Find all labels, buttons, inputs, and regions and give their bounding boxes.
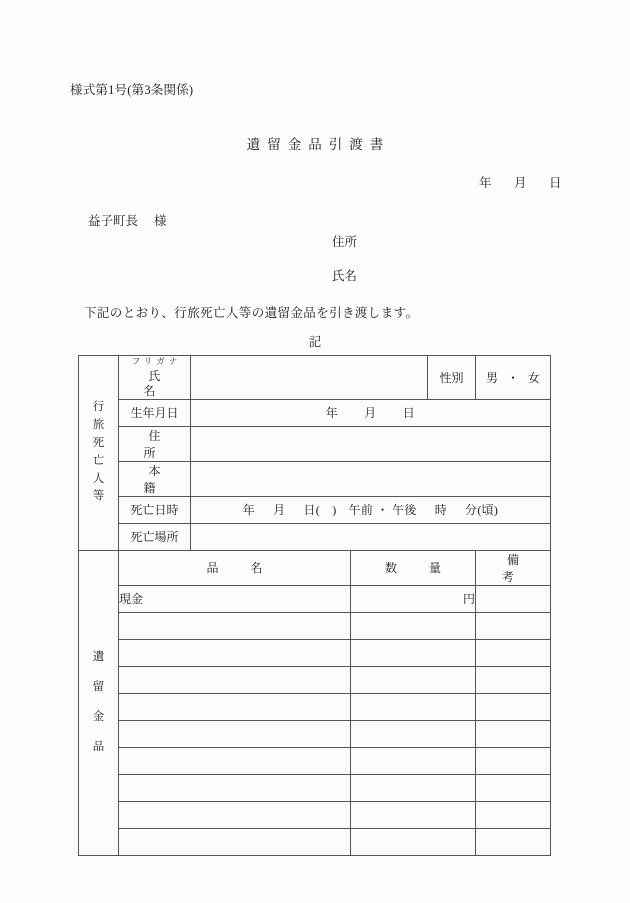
table-row xyxy=(79,720,551,747)
item-note-cell[interactable] xyxy=(476,666,551,693)
item-quantity-cell[interactable] xyxy=(351,774,476,801)
item-name-cell[interactable] xyxy=(119,720,351,747)
table-row xyxy=(79,523,551,550)
date-month-label: 月 xyxy=(513,176,527,190)
birth-value-field[interactable] xyxy=(191,399,551,426)
date-year-label: 年 xyxy=(478,176,492,190)
item-name-cell[interactable] xyxy=(119,828,351,855)
item-name-cell[interactable] xyxy=(119,612,351,639)
item-quantity-cell[interactable] xyxy=(351,828,476,855)
item-name-cell[interactable] xyxy=(119,666,351,693)
item-note-cell[interactable] xyxy=(476,585,551,612)
table-row xyxy=(79,747,551,774)
table-row xyxy=(79,612,551,639)
registry-label: 本 籍 xyxy=(119,461,191,496)
death-hour-label: 時 xyxy=(434,503,448,518)
address-label: 住 所 xyxy=(119,426,191,461)
death-minute-label: 分(頃) xyxy=(465,503,499,518)
item-quantity-cell[interactable]: 円 xyxy=(351,585,476,612)
table-row xyxy=(79,639,551,666)
addressee xyxy=(88,211,167,229)
form-number: 様式第1号(第3条関係) xyxy=(70,83,194,97)
table-row xyxy=(79,426,551,461)
death-place-label: 死亡場所 xyxy=(119,523,191,550)
name-label: 氏 名 xyxy=(143,368,193,398)
item-note-cell[interactable] xyxy=(476,693,551,720)
item-note-cell[interactable] xyxy=(476,747,551,774)
death-day-label: 日( ) xyxy=(303,503,337,518)
addressee-name: 益子町長 xyxy=(88,214,139,228)
column-header-note: 備 考 xyxy=(476,550,551,585)
item-name-cell[interactable]: 現金 xyxy=(119,585,351,612)
death-month-label: 月 xyxy=(273,503,286,518)
table-row xyxy=(79,496,551,523)
item-quantity-cell[interactable] xyxy=(351,720,476,747)
belongings-side-label-text: 遺留金品 xyxy=(92,650,105,753)
address-value-field[interactable] xyxy=(191,426,551,461)
death-datetime-label: 死亡日時 xyxy=(119,496,191,523)
signature-name-label: 氏名 xyxy=(332,269,358,283)
item-note-cell[interactable] xyxy=(476,774,551,801)
belongings-side-label xyxy=(79,550,119,855)
table-row xyxy=(79,585,551,612)
birth-year-label: 年 xyxy=(325,406,339,421)
item-quantity-cell[interactable] xyxy=(351,747,476,774)
item-quantity-cell[interactable] xyxy=(351,801,476,828)
body-text: 下記のとおり、行旅死亡人等の遺留金品を引き渡します。 xyxy=(84,306,419,320)
addressee-honorific: 様 xyxy=(154,214,167,228)
death-datetime-value-field[interactable] xyxy=(191,496,551,523)
item-quantity-cell[interactable] xyxy=(351,612,476,639)
table-row xyxy=(79,356,551,400)
sex-label: 性別 xyxy=(428,356,476,400)
death-year-label: 年 xyxy=(242,503,256,518)
signature-address-label: 住所 xyxy=(332,235,358,249)
table-row xyxy=(79,399,551,426)
item-note-cell[interactable] xyxy=(476,828,551,855)
death-ampm-label: 午前 ・ 午後 xyxy=(348,503,417,518)
form-grid xyxy=(78,355,551,856)
table-row xyxy=(79,693,551,720)
item-note-cell[interactable] xyxy=(476,801,551,828)
page-title: 遺留金品引渡書 xyxy=(246,137,391,152)
item-note-cell[interactable] xyxy=(476,720,551,747)
item-name-cell[interactable] xyxy=(119,774,351,801)
sex-options[interactable]: 男 ・ 女 xyxy=(476,356,551,400)
name-label-cell xyxy=(119,356,191,400)
item-quantity-cell[interactable] xyxy=(351,666,476,693)
table-row xyxy=(79,801,551,828)
table-row xyxy=(79,774,551,801)
item-note-cell[interactable] xyxy=(476,639,551,666)
column-header-quantity: 数 量 xyxy=(351,550,476,585)
item-quantity-cell[interactable] xyxy=(351,639,476,666)
ki-mark: 記 xyxy=(308,335,322,349)
name-value-field[interactable] xyxy=(191,356,428,400)
item-name-cell[interactable] xyxy=(119,639,351,666)
item-name-cell[interactable] xyxy=(119,747,351,774)
item-name-cell[interactable] xyxy=(119,693,351,720)
deceased-side-label xyxy=(79,356,119,551)
birth-day-label: 日 xyxy=(402,406,416,421)
birth-month-label: 月 xyxy=(364,406,377,421)
birth-label: 生年月日 xyxy=(119,399,191,426)
table-row xyxy=(79,828,551,855)
deceased-side-label-text: 行旅死亡人等 xyxy=(92,401,105,503)
item-note-cell[interactable] xyxy=(476,612,551,639)
death-place-value-field[interactable] xyxy=(191,523,551,550)
furigana-label: フリガナ xyxy=(131,356,182,366)
table-row xyxy=(79,666,551,693)
column-header-item: 品 名 xyxy=(119,550,351,585)
table-row xyxy=(79,550,551,585)
date-line xyxy=(479,173,562,191)
table-row xyxy=(79,461,551,496)
date-day-label: 日 xyxy=(548,176,562,190)
item-name-cell[interactable] xyxy=(119,801,351,828)
item-quantity-cell[interactable] xyxy=(351,693,476,720)
registry-value-field[interactable] xyxy=(191,461,551,496)
